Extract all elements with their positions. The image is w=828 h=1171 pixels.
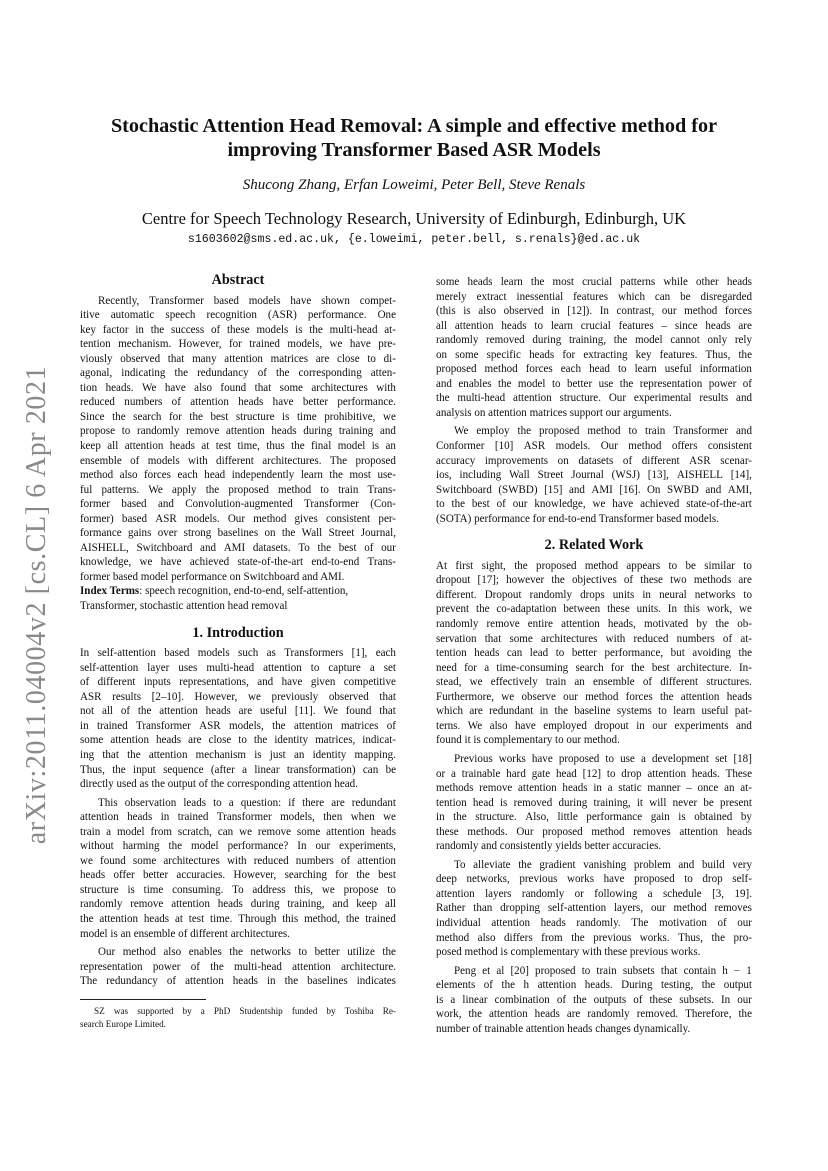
- text-line: found it is complementary to our method.: [436, 734, 620, 747]
- text-line: randomly remove attention heads during training, and keep all: [80, 898, 396, 911]
- text-line: these methods. Our proposed method removes attention heads: [436, 825, 752, 838]
- text-line: and enables the model to better use the representation power of: [436, 377, 752, 390]
- text-line: itive automatic speech recognition (ASR) performance. One: [80, 309, 396, 322]
- text-line: ios, including Wall Street Journal (WSJ) [13], AISHELL [14],: [436, 469, 752, 482]
- text-line: some heads learn the most crucial patterns while other heads: [436, 276, 752, 288]
- text-line: Conformer [10] ASR models. Our method offers consistent: [436, 440, 752, 453]
- text-line: train a model from scratch, can we remove some attention heads: [80, 825, 396, 838]
- text-line: some attention heads are close to the identity matrices, indicat-: [80, 734, 396, 747]
- text-line: viously observed that many attention matrices are close to di-: [80, 352, 396, 365]
- text-line: methods remove attention heads in a static manner – once an at-: [436, 782, 752, 795]
- right-column: [436, 275, 752, 1036]
- text-line: Switchboard (SWBD) [15] and AMI [16]. On SWBD and AMI,: [436, 483, 752, 496]
- text-line: not all of the attention heads are useful [11]. We found that: [80, 705, 396, 718]
- text-line: AISHELL, Switchboard and AMI datasets. To the best of our: [80, 541, 396, 554]
- text-line: work, the attention heads are randomly removed. Therefore, the: [436, 1008, 752, 1021]
- text-line: merely extract inessential features which can be disregarded: [436, 290, 752, 303]
- text-line: reduced numbers of attention heads have better performance.: [80, 396, 396, 409]
- text-line: number of trainable attention heads changes dynamically.: [436, 1022, 691, 1035]
- text-line: randomly and consistently yields better accuracies.: [436, 840, 662, 853]
- text-line: ful patterns. We apply the proposed method to train Trans-: [80, 483, 396, 496]
- text-line: ensemble of models with different architectures. The proposed: [80, 454, 396, 467]
- text-line: model is an ensemble of different architectures.: [80, 927, 290, 940]
- text-line: agonal, indicating the redundancy of the corresponding atten-: [80, 367, 396, 380]
- text-line: structure is time consuming. To address this, we propose to: [80, 883, 396, 896]
- text-line: attention layers randomly or following a schedule [3, 19].: [436, 887, 752, 900]
- text-line: former) based ASR models. Our method gives consistent per-: [80, 512, 396, 525]
- text-line: directly used as the output of the corresponding attention head.: [80, 778, 358, 791]
- text-line: In self-attention based models such as Transformers [1], each: [80, 647, 396, 660]
- text-line: tention mechanism. However, for trained models, we have pre-: [80, 338, 396, 351]
- intro-paragraph-3-continued: [436, 275, 752, 420]
- text-line: of different inputs representations, and have given competitive: [80, 676, 396, 689]
- text-line: (SOTA) performance for end-to-end Transformer based models.: [436, 512, 719, 525]
- text-line: tion heads. We have also found that some architectures with: [80, 381, 396, 394]
- text-line: we found some architectures with reduced numbers of attention: [80, 854, 396, 867]
- intro-paragraph-1: [80, 646, 396, 791]
- text-line: knowledge, we have achieved state-of-the-art end-to-end Trans-: [80, 556, 396, 569]
- index-terms-text: : speech recognition, end-to-end, self-attention,: [139, 585, 349, 598]
- text-line: representation power of the multi-head attention architecture.: [80, 960, 396, 973]
- left-column: [80, 273, 396, 989]
- text-line: need for a time-consuming search for the best architecture. In-: [436, 661, 752, 674]
- text-line: or a trainable hard gate head [12] to drop attention heads. These: [436, 767, 752, 780]
- text-line: former based model performance on Switchboard and AMI.: [80, 570, 345, 583]
- index-terms-line: [80, 584, 396, 599]
- title-line-1: Stochastic Attention Head Removal: A simple and effective method for: [110, 115, 718, 137]
- text-line: posed method is complementary with these previous works.: [436, 946, 701, 959]
- text-line: ASR results [2–10]. However, we previously observed that: [80, 690, 396, 703]
- text-line: SZ was supported by a PhD Studentship funded by Toshiba Re-: [94, 1006, 396, 1016]
- text-line: individual attention heads randomly. The motivation of our: [436, 916, 752, 929]
- text-line: which are redundant in the baseline systems to learn useful pat-: [436, 705, 752, 718]
- abstract-body: [80, 294, 396, 585]
- text-line: dropout [17]; however the objectives of these two methods are: [436, 574, 752, 587]
- text-line: self-attention layer uses multi-head attention to capture a set: [80, 661, 396, 674]
- related-work-heading: 2. Related Work: [544, 537, 644, 554]
- intro-paragraph-2: [80, 796, 396, 941]
- text-line: without harming the model performance? In our experiments,: [80, 840, 396, 853]
- abstract-heading: Abstract: [211, 272, 265, 288]
- text-line: in trained Transformer ASR models, the attention matrices of: [80, 719, 396, 732]
- text-line: prevent the co-adaptation between these units. In this work, we: [436, 603, 752, 616]
- related-paragraph-3: [436, 858, 752, 960]
- paper-title: [80, 114, 748, 162]
- index-terms-line: Transformer, stochastic attention head removal: [80, 600, 288, 613]
- text-line: different. Dropout randomly drops units in neural networks to: [436, 588, 752, 601]
- index-terms-label: Index Terms: [80, 585, 140, 598]
- text-line: servation that some architectures with reduced numbers of at-: [436, 632, 752, 645]
- arxiv-identifier: arXiv:2011.04004v2 [cs.CL] 6 Apr 2021: [21, 365, 52, 845]
- text-line: formance gains over strong baselines on the Wall Street Journal,: [80, 527, 396, 540]
- text-line: is a linear combination of the outputs of these subsets. In our: [436, 993, 752, 1006]
- text-line: deep networks, previous works have proposed to drop self-: [436, 873, 752, 886]
- intro-paragraph-3: [80, 945, 396, 989]
- text-line: heads offer better accuracies. However, searching for the best: [80, 869, 396, 882]
- text-line: method also differs from the previous works. Thus, the pro-: [436, 931, 752, 944]
- text-line: accuracy improvements on datasets of different ASR scenar-: [436, 454, 752, 467]
- text-line: To alleviate the gradient vanishing problem and build very: [454, 858, 752, 871]
- author-emails: s1603602@sms.ed.ac.uk, {e.loweimi, peter.bell, s.renals}@ed.ac.uk: [187, 233, 641, 246]
- text-line: tention heads can lead to better performance, but avoiding the: [436, 647, 752, 660]
- footnote: [80, 1005, 396, 1030]
- text-line: (this is also observed in [12]). In contrast, our method forces: [436, 305, 752, 318]
- footnote-divider: [80, 999, 206, 1000]
- affiliation: Centre for Speech Technology Research, University of Edinburgh, Edinburgh, UK: [141, 209, 687, 228]
- text-line: the attention heads at test time. Through this method, the trained: [80, 912, 396, 925]
- text-line: We employ the proposed method to train Transformer and: [454, 425, 752, 438]
- text-line: the multi-head attention structure. Our experimental results and: [436, 392, 752, 405]
- related-paragraph-2: [436, 752, 752, 854]
- text-line: The redundancy of attention heads in the baselines indicates: [80, 975, 396, 988]
- text-line: elements of the h attention heads. During testing, the output: [436, 979, 752, 992]
- text-line: propose to randomly remove attention heads during training and: [80, 425, 396, 438]
- related-paragraph-1: [436, 559, 752, 748]
- text-line: Recently, Transformer based models have shown compet-: [98, 294, 396, 307]
- text-line: proposed method forces each head to learn useful information: [436, 363, 752, 376]
- text-line: all attention heads to learn crucial features – since heads are: [436, 319, 752, 332]
- related-paragraph-4: [436, 964, 752, 1037]
- text-line: Our method also enables the networks to better utilize the: [98, 946, 396, 959]
- text-line: method also forces each head independently learn the most use-: [80, 469, 396, 482]
- text-line: randomly remove entire attention heads, motivated by the ob-: [436, 618, 752, 631]
- text-line: former based and Convolution-augmented Transformer (Con-: [80, 498, 396, 511]
- author-list: Shucong Zhang, Erfan Loweimi, Peter Bell, Steve Renals: [242, 177, 586, 193]
- text-line: on some specific heads for extracting key features. Thus, the: [436, 348, 752, 361]
- text-line: randomly removed during training, the model cannot only rely: [436, 334, 752, 347]
- text-line: At first sight, the proposed method appears to be similar to: [436, 559, 752, 572]
- text-line: tention head is removed during training, it will never be present: [436, 796, 752, 809]
- text-line: Since the search for the best structure is time prohibitive, we: [80, 410, 396, 423]
- text-line: stead, we effectively train an ensemble of different structures.: [436, 676, 752, 689]
- text-line: to the best of our knowledge, we have achieved state-of-the-art: [436, 498, 752, 511]
- text-line: Rather than dropping self-attention layers, our method removes: [436, 902, 752, 915]
- text-line: terns. We also have employed dropout in our experiments and: [436, 719, 752, 732]
- text-line: ing that the attention mechanism is just an identity mapping.: [80, 748, 396, 761]
- text-line: search Europe Limited.: [80, 1018, 166, 1029]
- arxiv-sidebar-stamp: [12, 355, 62, 855]
- introduction-heading: 1. Introduction: [192, 624, 284, 641]
- title-line-2: improving Transformer Based ASR Models: [227, 139, 601, 161]
- text-line: This observation leads to a question: if there are redundant: [98, 796, 396, 809]
- text-line: analysis on attention matrices support our arguments.: [436, 406, 672, 419]
- text-line: Previous works have proposed to use a development set [18]: [454, 752, 752, 765]
- text-line: in the structure. Also, little performance gain is obtained by: [436, 811, 752, 824]
- text-line: Thus, the input sequence (after a linear transformation) can be: [80, 763, 396, 776]
- text-line: Peng et al [20] proposed to train subsets that contain h − 1: [454, 964, 752, 977]
- text-line: keep all attention heads at test time, thus the final model is an: [80, 440, 396, 453]
- text-line: attention heads in trained Transformer models, then when we: [80, 811, 396, 824]
- text-line: Furthermore, we observe our method forces the attention heads: [436, 690, 752, 703]
- text-line: key factor in the success of these models is the multi-head at-: [80, 323, 396, 336]
- intro-paragraph-4: [436, 424, 752, 526]
